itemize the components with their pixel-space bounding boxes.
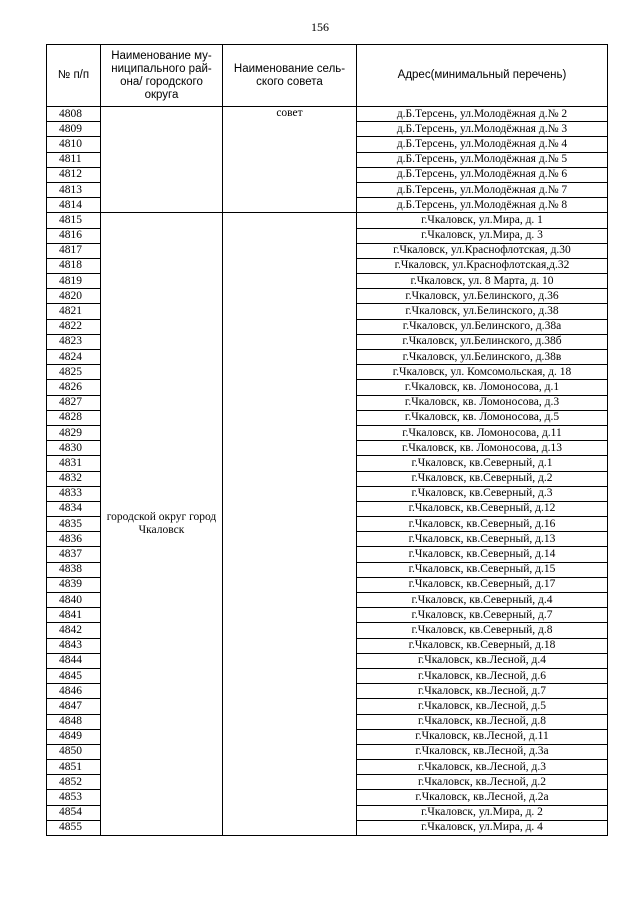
address-cell: г.Чкаловск, ул.Мира, д. 3 xyxy=(357,228,608,243)
row-number: 4834 xyxy=(47,501,101,516)
row-number: 4832 xyxy=(47,471,101,486)
address-cell: г.Чкаловск, ул. 8 Марта, д. 10 xyxy=(357,274,608,289)
address-cell: г.Чкаловск, кв.Северный, д.2 xyxy=(357,471,608,486)
address-cell: г.Чкаловск, кв.Лесной, д.8 xyxy=(357,714,608,729)
page-number: 156 xyxy=(311,20,329,34)
table-header-row xyxy=(47,45,608,107)
row-number: 4831 xyxy=(47,456,101,471)
row-number: 4844 xyxy=(47,653,101,668)
row-number: 4846 xyxy=(47,684,101,699)
row-number: 4843 xyxy=(47,638,101,653)
address-cell: г.Чкаловск, ул.Белинского, д.38б xyxy=(357,334,608,349)
row-number: 4839 xyxy=(47,577,101,592)
address-cell: г.Чкаловск, ул.Белинского, д.38в xyxy=(357,350,608,365)
council-cell xyxy=(223,213,357,836)
header-municipality: Наименование му- ниципального рай- она/ городского округа xyxy=(101,45,223,107)
address-cell: г.Чкаловск, кв.Северный, д.7 xyxy=(357,608,608,623)
address-table xyxy=(46,44,608,836)
address-cell: г.Чкаловск, ул.Краснофлотская,д.32 xyxy=(357,258,608,273)
row-number: 4822 xyxy=(47,319,101,334)
address-cell: д.Б.Терсень, ул.Молодёжная д.№ 4 xyxy=(357,137,608,152)
row-number: 4824 xyxy=(47,350,101,365)
row-number: 4852 xyxy=(47,775,101,790)
table-body xyxy=(47,107,608,836)
address-cell: г.Чкаловск, кв.Лесной, д.11 xyxy=(357,729,608,744)
address-cell: г.Чкаловск, кв.Лесной, д.2 xyxy=(357,775,608,790)
header-number: № п/п xyxy=(47,45,101,107)
address-cell: г.Чкаловск, ул.Мира, д. 4 xyxy=(357,820,608,835)
row-number: 4820 xyxy=(47,289,101,304)
row-number: 4837 xyxy=(47,547,101,562)
address-cell: г.Чкаловск, ул.Мира, д. 2 xyxy=(357,805,608,820)
address-cell: г.Чкаловск, кв.Северный, д.18 xyxy=(357,638,608,653)
row-number: 4854 xyxy=(47,805,101,820)
row-number: 4817 xyxy=(47,243,101,258)
address-cell: г.Чкаловск, кв.Лесной, д.7 xyxy=(357,684,608,699)
row-number: 4826 xyxy=(47,380,101,395)
row-number: 4830 xyxy=(47,441,101,456)
address-cell: г.Чкаловск, кв. Ломоносова, д.1 xyxy=(357,380,608,395)
row-number: 4816 xyxy=(47,228,101,243)
table-row xyxy=(47,213,608,228)
address-cell: г.Чкаловск, кв.Северный, д.12 xyxy=(357,501,608,516)
address-cell: г.Чкаловск, кв.Северный, д.16 xyxy=(357,517,608,532)
address-cell: д.Б.Терсень, ул.Молодёжная д.№ 8 xyxy=(357,198,608,213)
address-cell: г.Чкаловск, кв.Лесной, д.3а xyxy=(357,744,608,759)
council-cell: совет xyxy=(223,107,357,213)
address-cell: г.Чкаловск, ул.Белинского, д.36 xyxy=(357,289,608,304)
address-cell: г.Чкаловск, кв.Лесной, д.5 xyxy=(357,699,608,714)
row-number: 4814 xyxy=(47,198,101,213)
row-number: 4812 xyxy=(47,167,101,182)
address-cell: г.Чкаловск, ул.Краснофлотская, д.30 xyxy=(357,243,608,258)
address-cell: д.Б.Терсень, ул.Молодёжная д.№ 5 xyxy=(357,152,608,167)
address-cell: г.Чкаловск, кв. Ломоносова, д.11 xyxy=(357,425,608,440)
row-number: 4833 xyxy=(47,486,101,501)
header-council: Наименование сель- ского совета xyxy=(223,45,357,107)
row-number: 4855 xyxy=(47,820,101,835)
header-address: Адрес(минимальный перечень) xyxy=(357,45,608,107)
row-number: 4842 xyxy=(47,623,101,638)
address-cell: г.Чкаловск, кв.Северный, д.4 xyxy=(357,593,608,608)
row-number: 4838 xyxy=(47,562,101,577)
address-cell: г.Чкаловск, кв. Ломоносова, д.13 xyxy=(357,441,608,456)
row-number: 4825 xyxy=(47,365,101,380)
address-cell: г.Чкаловск, кв.Северный, д.13 xyxy=(357,532,608,547)
address-cell: г.Чкаловск, ул.Белинского, д.38 xyxy=(357,304,608,319)
address-cell: д.Б.Терсень, ул.Молодёжная д.№ 7 xyxy=(357,182,608,197)
row-number: 4823 xyxy=(47,334,101,349)
address-cell: г.Чкаловск, кв.Северный, д.14 xyxy=(357,547,608,562)
row-number: 4848 xyxy=(47,714,101,729)
row-number: 4829 xyxy=(47,425,101,440)
row-number: 4835 xyxy=(47,517,101,532)
address-cell: г.Чкаловск, кв.Лесной, д.2а xyxy=(357,790,608,805)
row-number: 4827 xyxy=(47,395,101,410)
address-cell: д.Б.Терсень, ул.Молодёжная д.№ 6 xyxy=(357,167,608,182)
row-number: 4836 xyxy=(47,532,101,547)
row-number: 4815 xyxy=(47,213,101,228)
row-number: 4811 xyxy=(47,152,101,167)
table-row xyxy=(47,107,608,122)
row-number: 4851 xyxy=(47,760,101,775)
address-cell: г.Чкаловск, ул.Мира, д. 1 xyxy=(357,213,608,228)
row-number: 4813 xyxy=(47,182,101,197)
row-number: 4853 xyxy=(47,790,101,805)
row-number: 4828 xyxy=(47,410,101,425)
row-number: 4845 xyxy=(47,668,101,683)
address-cell: г.Чкаловск, кв.Северный, д.3 xyxy=(357,486,608,501)
row-number: 4809 xyxy=(47,122,101,137)
address-cell: г.Чкаловск, кв. Ломоносова, д.5 xyxy=(357,410,608,425)
row-number: 4810 xyxy=(47,137,101,152)
address-cell: г.Чкаловск, кв.Северный, д.8 xyxy=(357,623,608,638)
address-cell: г.Чкаловск, кв.Лесной, д.6 xyxy=(357,668,608,683)
address-cell: г.Чкаловск, кв.Лесной, д.4 xyxy=(357,653,608,668)
row-number: 4847 xyxy=(47,699,101,714)
address-cell: г.Чкаловск, ул.Белинского, д.38а xyxy=(357,319,608,334)
row-number: 4808 xyxy=(47,107,101,122)
address-cell: д.Б.Терсень, ул.Молодёжная д.№ 3 xyxy=(357,122,608,137)
address-cell: г.Чкаловск, ул. Комсомольская, д. 18 xyxy=(357,365,608,380)
address-cell: г.Чкаловск, кв. Ломоносова, д.3 xyxy=(357,395,608,410)
address-cell: д.Б.Терсень, ул.Молодёжная д.№ 2 xyxy=(357,107,608,122)
address-cell: г.Чкаловск, кв.Северный, д.15 xyxy=(357,562,608,577)
address-cell: г.Чкаловск, кв.Лесной, д.3 xyxy=(357,760,608,775)
municipality-cell xyxy=(101,107,223,213)
address-cell: г.Чкаловск, кв.Северный, д.1 xyxy=(357,456,608,471)
row-number: 4850 xyxy=(47,744,101,759)
row-number: 4821 xyxy=(47,304,101,319)
address-cell: г.Чкаловск, кв.Северный, д.17 xyxy=(357,577,608,592)
municipality-cell: городской округ город Чкаловск xyxy=(101,213,223,836)
row-number: 4840 xyxy=(47,593,101,608)
row-number: 4819 xyxy=(47,274,101,289)
row-number: 4849 xyxy=(47,729,101,744)
row-number: 4818 xyxy=(47,258,101,273)
row-number: 4841 xyxy=(47,608,101,623)
